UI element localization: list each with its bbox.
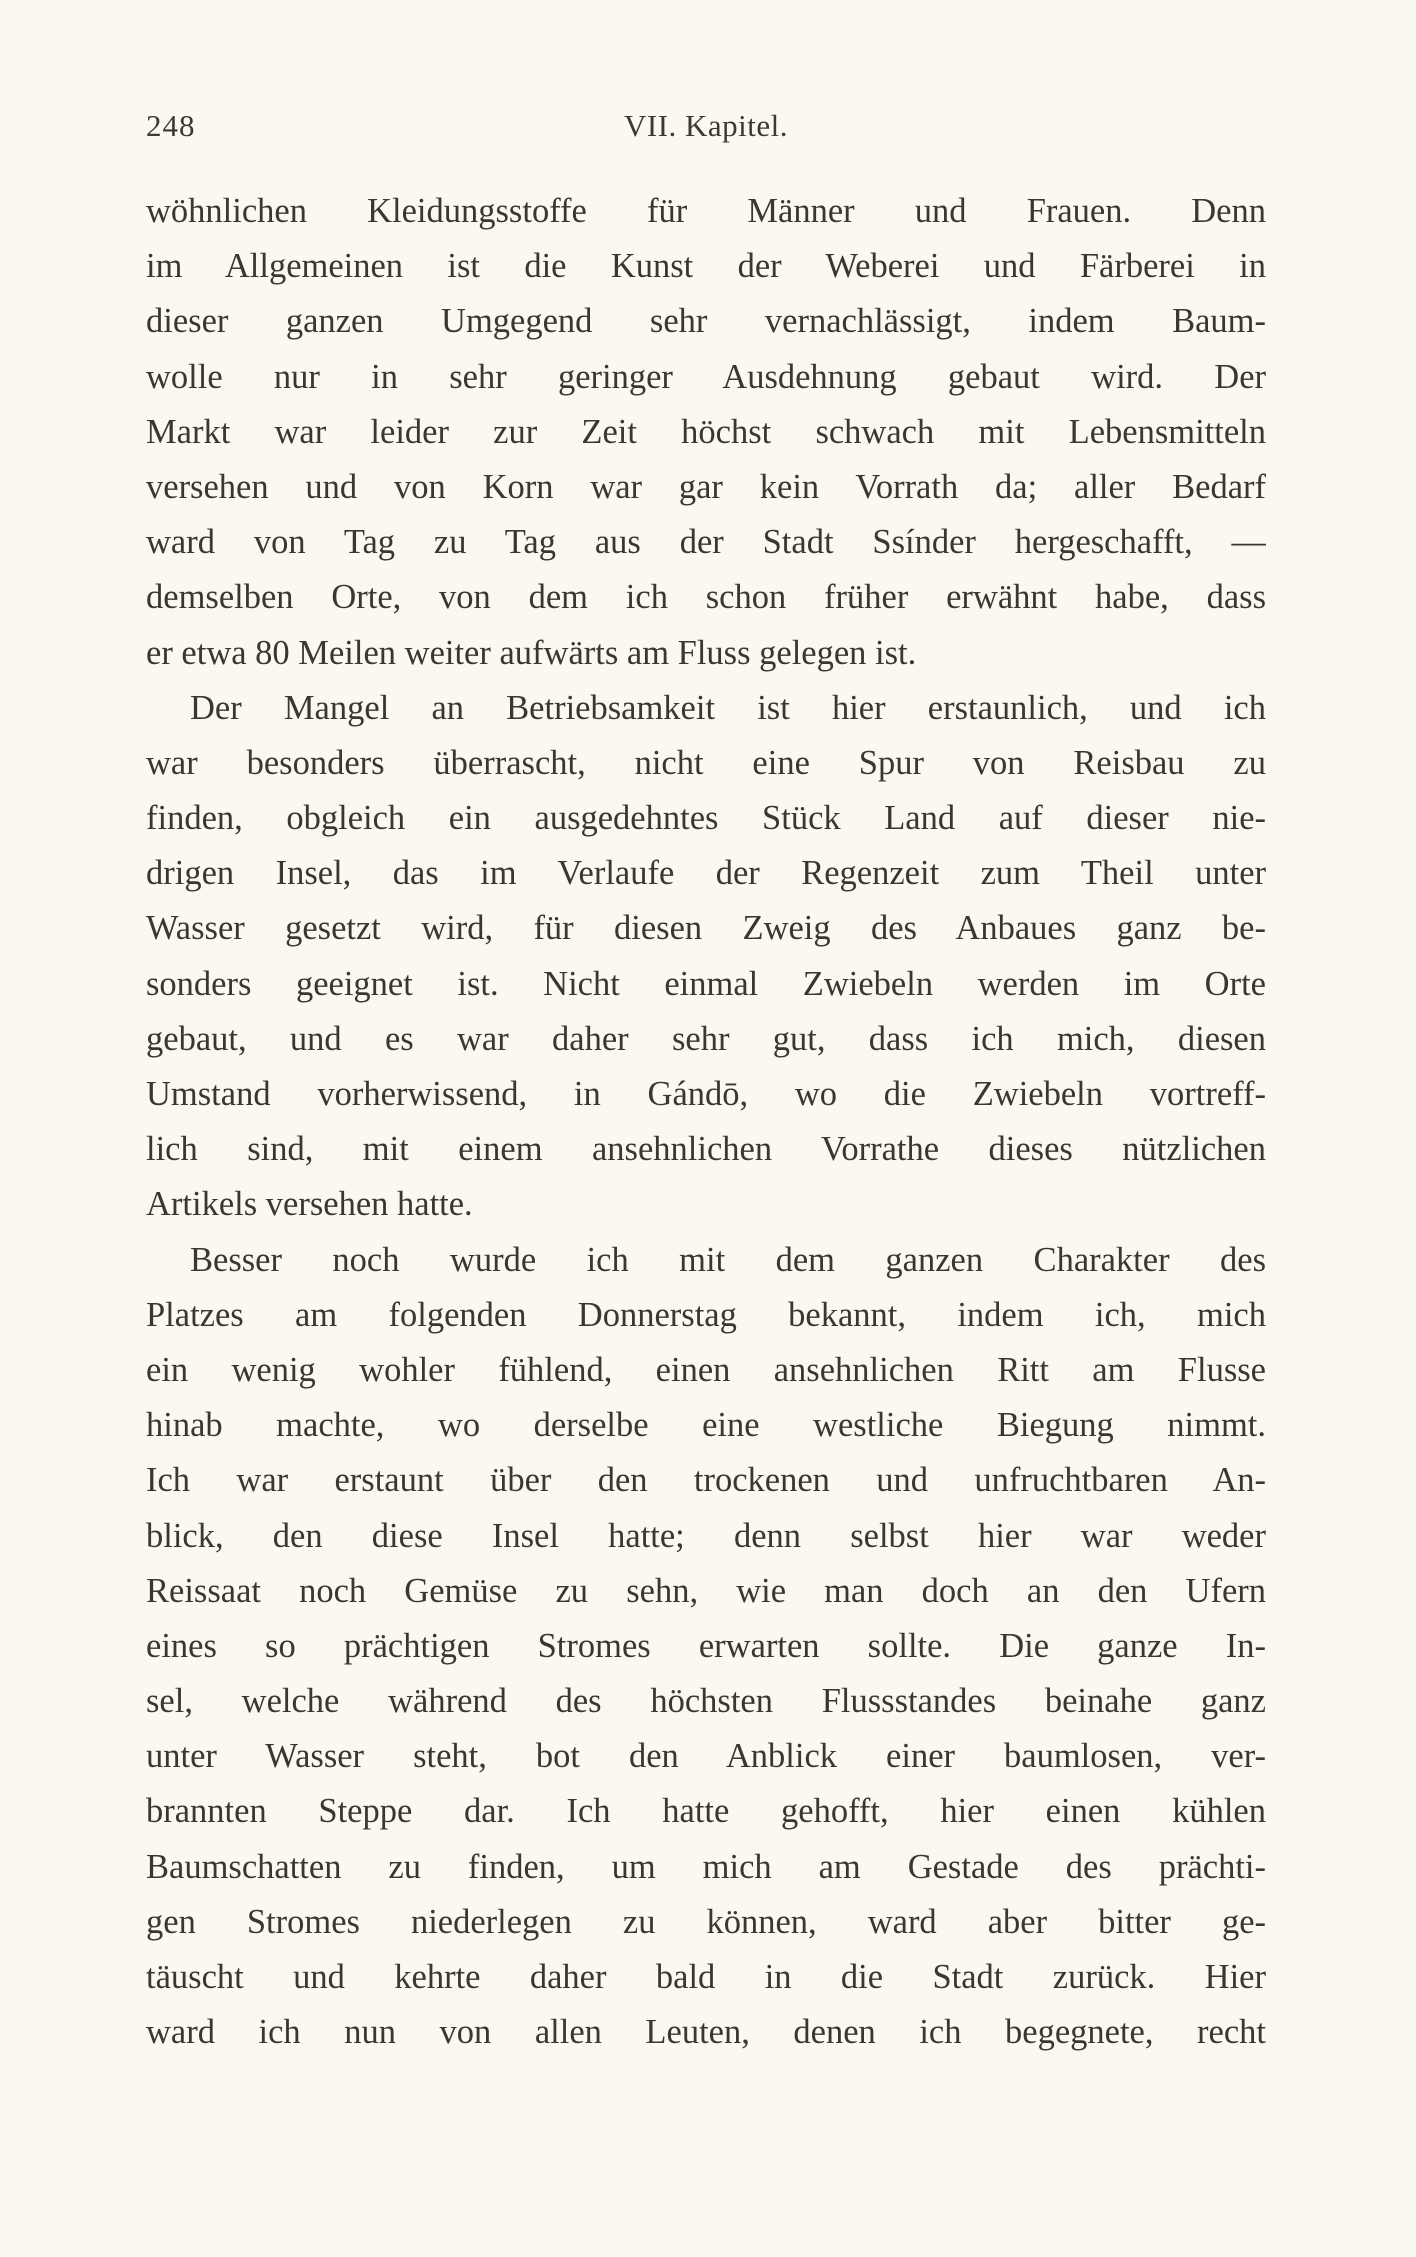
text-line: er etwa 80 Meilen weiter aufwärts am Fluss gelegen ist.	[146, 633, 917, 672]
text-line: sonders geeignet ist. Nicht einmal Zwiebeln werden im Orte	[146, 964, 1266, 1003]
body-text	[146, 184, 1266, 2060]
text-line: wöhnlichen Kleidungsstoffe für Männer und Frauen. Denn	[146, 192, 1266, 230]
text-line: täuscht und kehrte daher bald in die Stadt zurück. Hier	[146, 1958, 1266, 1996]
text-line: blick, den diese Insel hatte; denn selbst hier war weder	[146, 1516, 1266, 1555]
paragraph	[146, 184, 1266, 681]
text-line: Wasser gesetzt wird, für diesen Zweig des Anbaues ganz be-	[146, 909, 1266, 948]
text-line: ein wenig wohler fühlend, einen ansehnlichen Ritt am Flusse	[146, 1350, 1266, 1389]
text-line: drigen Insel, das im Verlaufe der Regenzeit zum Theil unter	[146, 854, 1266, 893]
text-line: wolle nur in sehr geringer Ausdehnung gebaut wird. Der	[146, 357, 1266, 396]
text-line: ward von Tag zu Tag aus der Stadt Ssínder hergeschafft, —	[146, 523, 1266, 562]
text-line: Markt war leider zur Zeit höchst schwach mit Lebensmitteln	[146, 412, 1266, 451]
running-head: VII. Kapitel.	[623, 108, 789, 143]
text-line: Artikels versehen hatte.	[146, 1185, 473, 1224]
text-line: finden, obgleich ein ausgedehntes Stück Land auf dieser nie-	[146, 799, 1266, 838]
paragraph	[146, 681, 1266, 1233]
text-line: Der Mangel an Betriebsamkeit ist hier erstaunlich, und ich	[190, 688, 1266, 727]
text-line: hinab machte, wo derselbe eine westliche Biegung nimmt.	[146, 1406, 1266, 1445]
text-line: war besonders überrascht, nicht eine Spur von Reisbau zu	[146, 743, 1266, 782]
text-line: sel, welche während des höchsten Flussstandes beinahe ganz	[146, 1682, 1266, 1721]
text-line: Ich war erstaunt über den trockenen und unfruchtbaren An-	[146, 1461, 1266, 1500]
text-line: brannten Steppe dar. Ich hatte gehofft, hier einen kühlen	[146, 1792, 1266, 1831]
text-line: dieser ganzen Umgegend sehr vernachlässigt, indem Baum-	[146, 302, 1266, 341]
text-line: Umstand vorherwissend, in Gándō, wo die Zwiebeln vortreff-	[146, 1075, 1266, 1113]
text-line: Platzes am folgenden Donnerstag bekannt, indem ich, mich	[146, 1295, 1266, 1334]
text-line: lich sind, mit einem ansehnlichen Vorrathe dieses nützlichen	[146, 1130, 1266, 1169]
text-line: Besser noch wurde ich mit dem ganzen Charakter des	[190, 1240, 1266, 1279]
text-line: Baumschatten zu finden, um mich am Gestade des prächti-	[146, 1847, 1266, 1886]
paragraph	[146, 1233, 1266, 2061]
text-line: eines so prächtigen Stromes erwarten sollte. Die ganze In-	[146, 1626, 1266, 1665]
text-line: versehen und von Korn war gar kein Vorrath da; aller Bedarf	[146, 467, 1266, 506]
page-number: 248	[146, 108, 196, 143]
text-line: unter Wasser steht, bot den Anblick einer baumlosen, ver-	[146, 1737, 1266, 1776]
text-line: gebaut, und es war daher sehr gut, dass ich mich, diesen	[146, 1019, 1266, 1058]
text-line: im Allgemeinen ist die Kunst der Weberei und Färberei in	[146, 247, 1266, 286]
text-line: gen Stromes niederlegen zu können, ward aber bitter ge-	[146, 1902, 1266, 1941]
text-line: Reissaat noch Gemüse zu sehn, wie man doch an den Ufern	[146, 1571, 1266, 1610]
page-header	[146, 108, 1266, 152]
text-line: demselben Orte, von dem ich schon früher erwähnt habe, dass	[146, 578, 1266, 617]
text-line: ward ich nun von allen Leuten, denen ich begegnete, recht	[146, 2013, 1266, 2052]
